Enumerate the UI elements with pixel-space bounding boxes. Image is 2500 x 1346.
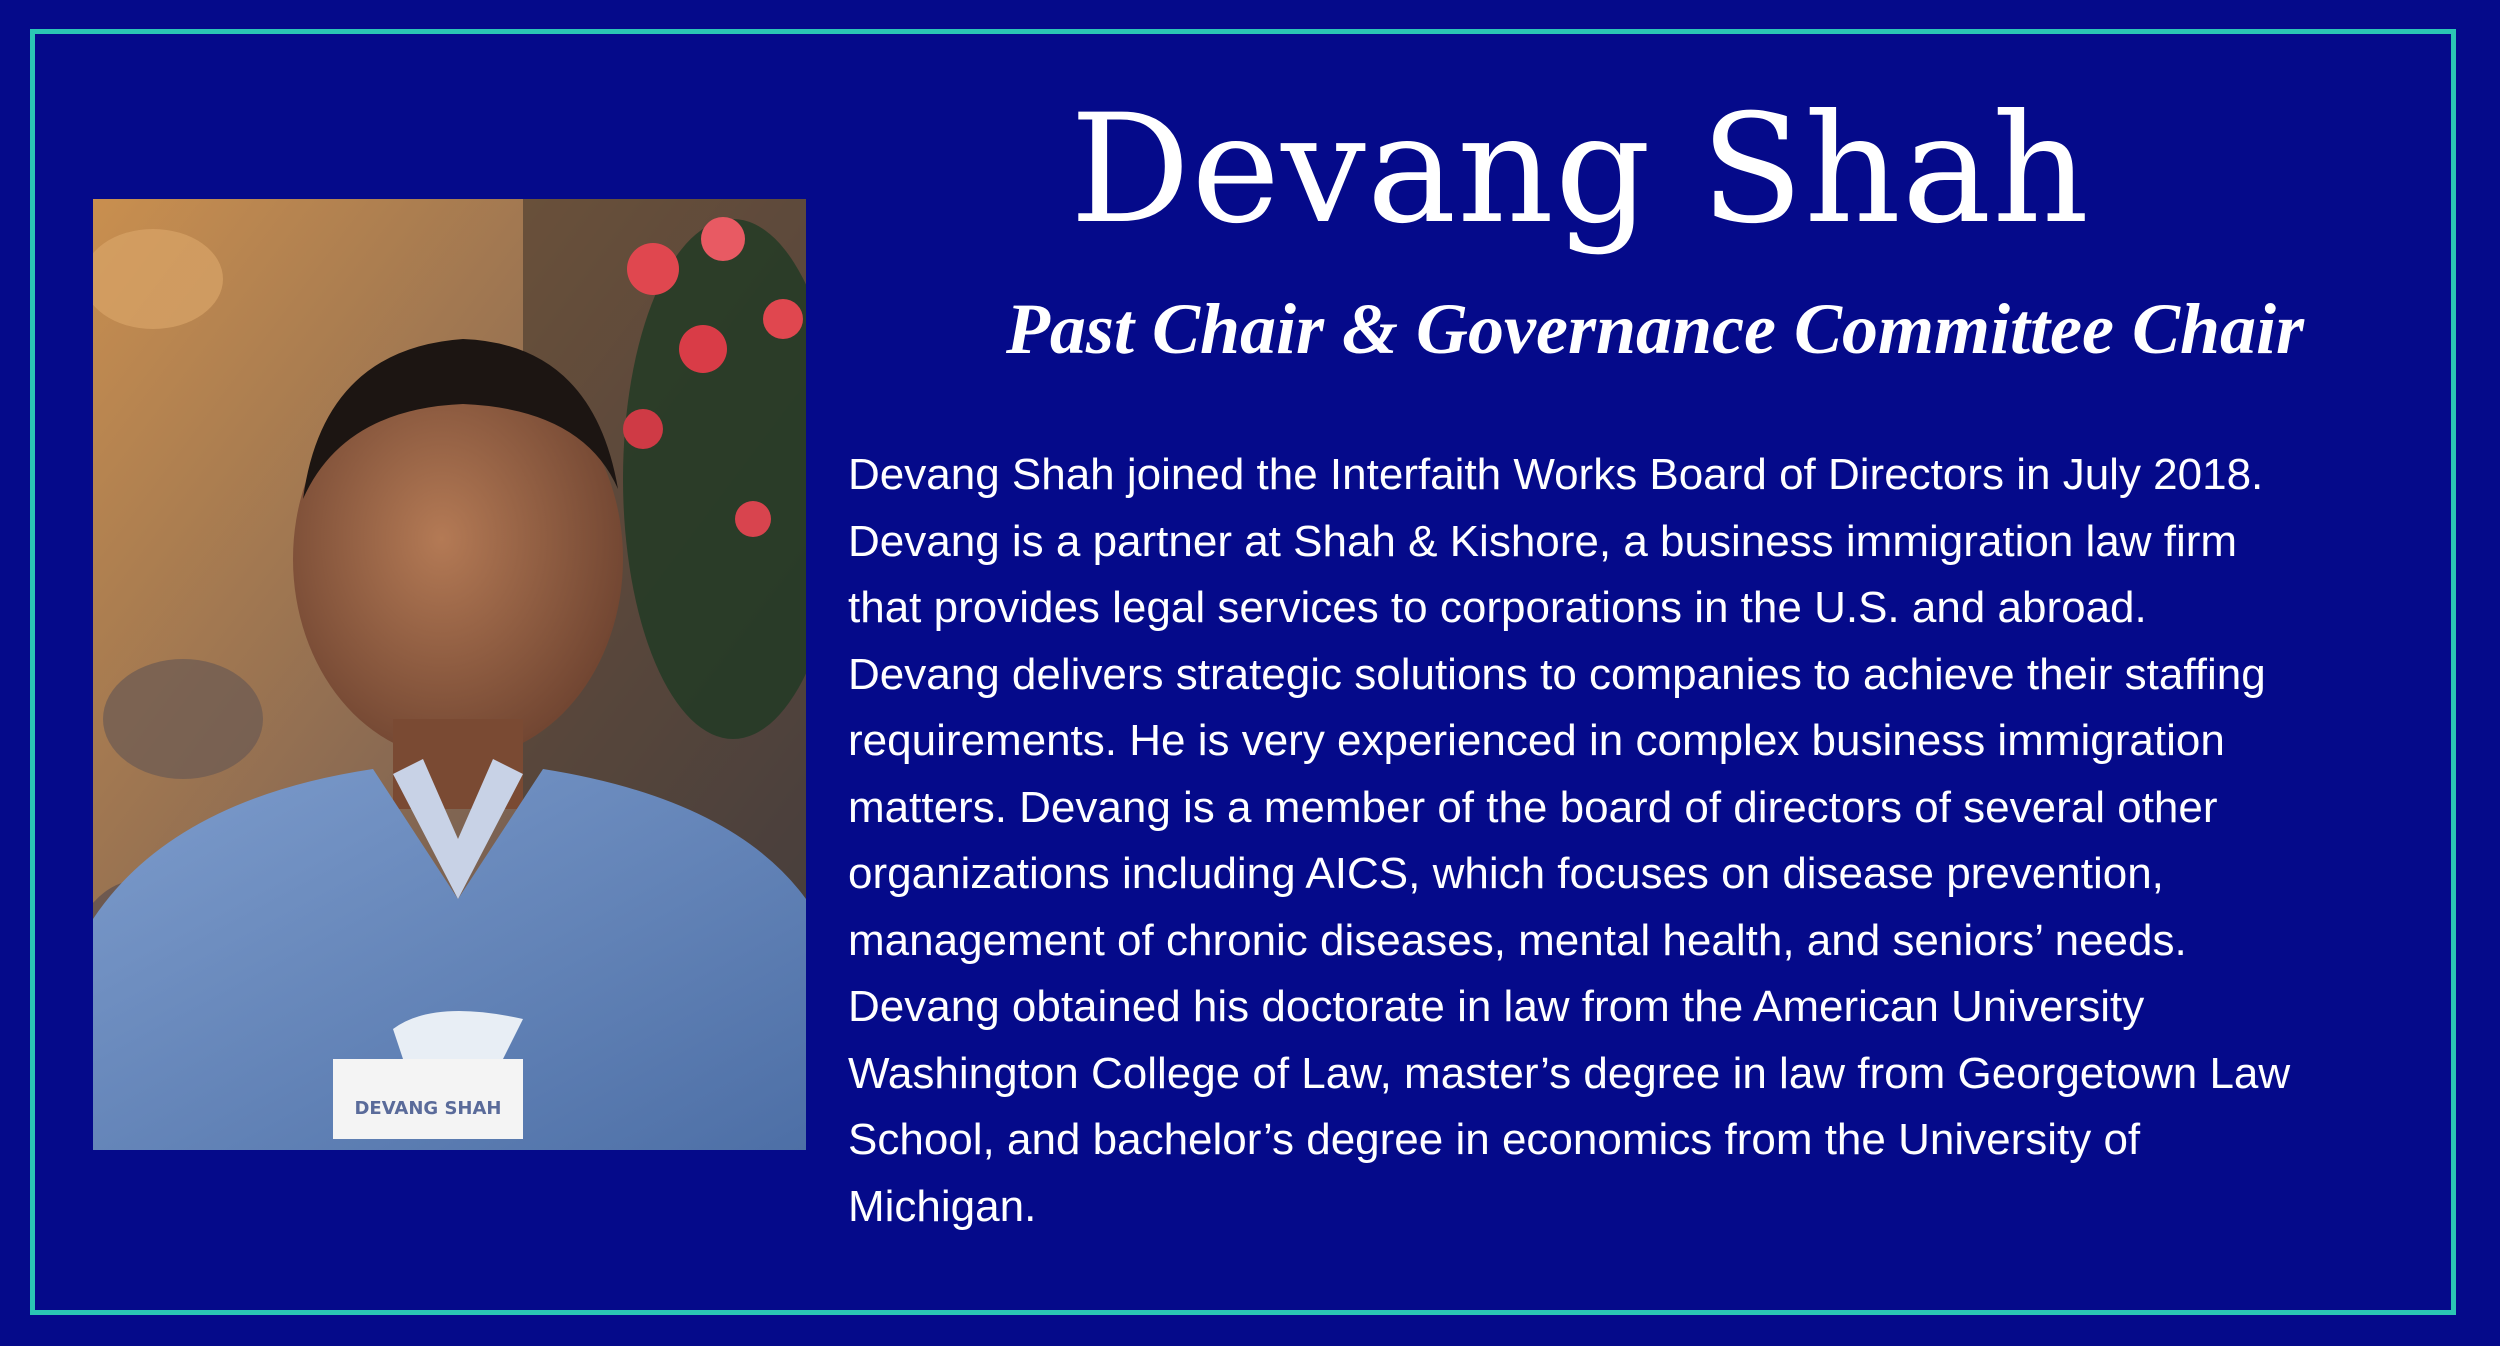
bio-line: organizations including AICS, which focuses on disease prevention, xyxy=(848,849,2164,898)
bio-line: Devang is a partner at Shah & Kishore, a business immigration law firm xyxy=(848,516,2238,566)
bio-line: requirements. He is very experienced in complex business immigration xyxy=(848,716,2225,765)
bio-line: that provides legal services to corporations in the U.S. and abroad. xyxy=(848,583,2147,632)
bio-line: management of chronic diseases, mental health, and seniors’ needs. xyxy=(848,915,2187,965)
bio-line: Devang delivers strategic solutions to companies to achieve their staffing xyxy=(848,649,2266,699)
bio-line: Devang Shah joined the Interfaith Works Board of Directors in July 2018. xyxy=(848,450,2264,499)
name-badge: DEVANG SHAH xyxy=(354,1098,502,1119)
bio-line: School, and bachelor’s degree in economics from the University of xyxy=(848,1115,2141,1164)
bio-line: Washington College of Law, master’s degree in law from Georgetown Law xyxy=(848,1048,2291,1098)
bio-line: matters. Devang is a member of the board of directors of several other xyxy=(848,782,2218,832)
person-name: Devang Shah xyxy=(1070,83,2090,257)
person-bio xyxy=(848,442,2448,1240)
portrait-illustration xyxy=(93,199,806,1150)
portrait-photo xyxy=(93,199,806,1150)
bio-line: Devang obtained his doctorate in law from the American University xyxy=(848,982,2145,1031)
bio-line: Michigan. xyxy=(848,1181,1037,1231)
person-title: Past Chair & Governance Committee Chair xyxy=(1005,289,2305,369)
